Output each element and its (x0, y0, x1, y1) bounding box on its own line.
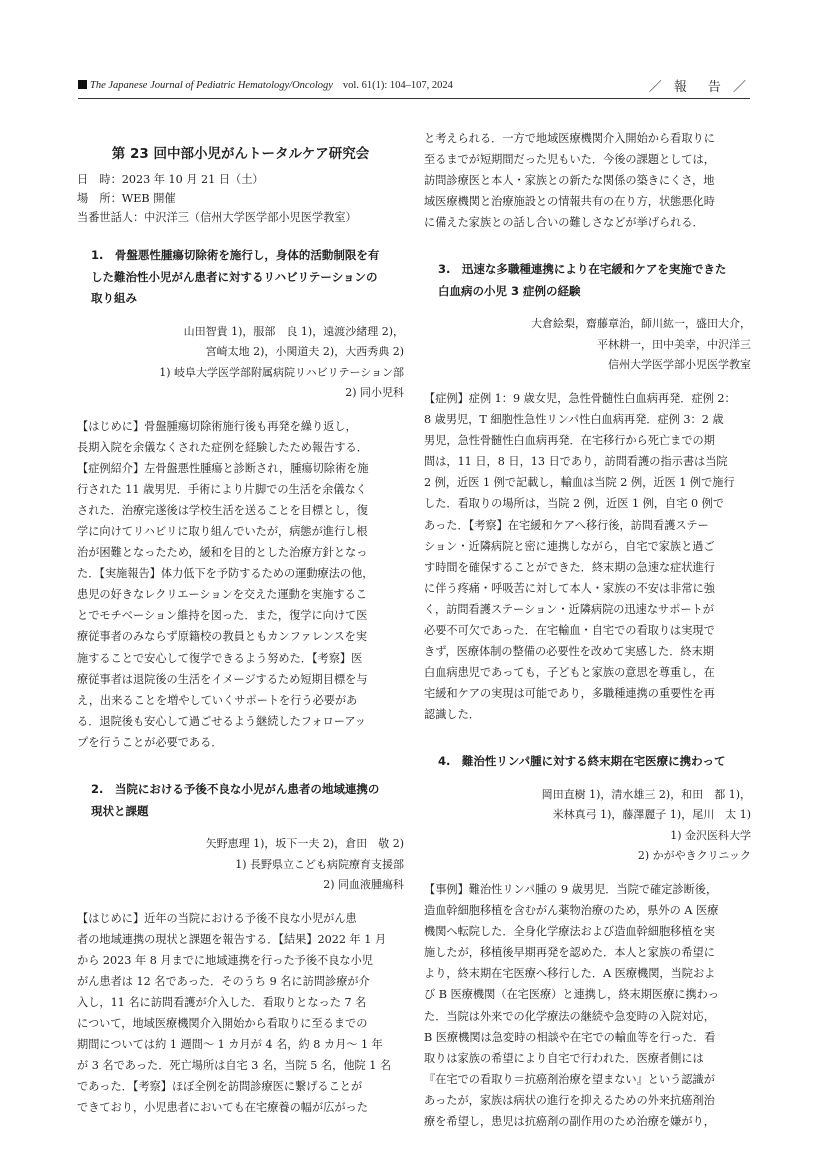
meeting-venue: 場 所：WEB 開催 (77, 192, 176, 205)
meeting-date: 日 時：2023 年 10 月 21 日（土） (77, 173, 264, 186)
section-3-body: 【症例】症例 1：9 歳女児，急性骨髄性白血病再発．症例 2： 8 歳男児，T 細胞性急性リンパ性白血病再発．症例 3：2 歳 男児，急性骨髄性白血病再発．在宅移行から死亡までの期 間は，11 日，8 日，13 日であり，訪問看護の指示書は当院 2 例，近医 1 例で記載し，輸血は当院 2 例，近医 1 例で施行 した．看取りの場所は，当院 2 例，近医 1 例，自宅 0 例で あった．【考察】在宅緩和ケアへ移行後，訪問看護ステー ション・近隣病院と密に連携しながら，自宅で家族と過ご す時間を確保することができた．終末期の急速な症状進行 に伴う疼痛・呼吸苦に対して本人・家族の不安は非常に強 く，訪問看護ステーション・近隣病院の迅速なサポートが 必要不可欠であった．在宅輸血・自宅での看取りは実現で きず，医療体制の整備の必要性を改めて実感した．終末期 白血病患児であっても，子どもと家族の意思を尊重し，在 宅緩和ケアの実現は可能であり，多職種連携の重要性を再 認識した． (424, 391, 736, 722)
section-4-authors: 岡田直樹 1)，清水雄三 2)，和田 都 1)， 米林真弓 1)，藤澤麗子 1)，尾川 太 1) (541, 787, 751, 822)
section-1-body: 【はじめに】骨盤腫瘍切除術施行後も再発を繰り返し， 長期入院を余儀なくされた症例を経験したため報告する． 【症例紹介】左骨盤悪性腫瘍と診断され，腫瘍切除術を施 行された 11 歳男児．手術により片脚での生活を余儀なく された．治療完遂後は学校生活を送ることを目標とし，復 学に向けてリハビリに取り組んでいたが，病態が進行し根 治が困難となったため，緩和を目的とした治療方針となっ た．【実施報告】体力低下を予防するための運動療法の他， 患児の好きなレクリエーションを交えた運動を実施するこ とでモチベーション維持を図った．また，復学に向けて医 療従事者のみならず原籍校の教員ともカンファレンスを実 施することで安心して復学できるよう努めた．【考察】医 療従事者は退院後の生活をイメージするため短期目標を与 え，出来ることを増やしていくサポートを行う必要があ る．退院後も安心して過ごせるよう継続したフォローアッ プを行うことが必要である． (77, 419, 374, 749)
section-4-body: 【事例】難治性リンパ腫の 9 歳男児．当院で確定診断後， 造血幹細胞移植を含むがん薬物治療のため，県外の A 医療 機関へ転院した．全身化学療法および造血幹細胞移植を実 施したが，移植後早期再発を認めた．本人と家族の希望に より，終末期在宅医療へ移行した．A 医療機関，当院およ び B 医療機関（在宅医療）と連携し，終末期医療に携わっ た．当院は外来での化学療法の継続や急変時の入院対応， B 医療機関は急変時の相談や在宅での輸血等を行った．看 取りは家族の希望により自宅で行われた．医療者側には 『在宅での看取り＝抗癌剤治療を望まない』という認識が あったが，家族は病状の進行を抑えるための外来抗癌剤治 療を希望し，患児は抗癌剤の副作用のため治療を嫌がり， (424, 882, 719, 1128)
journal-name: The Japanese Journal of Pediatric Hematology/Oncology (90, 80, 333, 91)
journal-citation (78, 79, 453, 91)
section-2-title: 2. 当院における予後不良な小児がん患者の地域連携の 現状と課題 (91, 782, 380, 818)
section-2-authors: 矢野恵理 1)，坂下一夫 2)，倉田 敬 2) (205, 837, 404, 850)
section-1-authors: 山田智貴 1)，服部 良 1)，遠渡沙緒理 2)， 宮崎太地 2)，小関道夫 2)，大西秀典 2) (183, 324, 404, 358)
section-3-affiliations: 信州大学医学部小児医学教室 (608, 358, 751, 372)
section-2-body: 【はじめに】近年の当院における予後不良な小児がん患 者の地域連携の現状と課題を報告する．【結果】2022 年 1 月 から 2023 年 8 月までに地域連携を行った予後不良な小児 がん患者は 12 名であった．そのうち 9 名に訪問診療が介 入し，11 名に訪問看護が介入した．看取りとなった 7 名 について，地域医療機関介入開始から看取りに至るまでの 期間については約 1 週間～ 1 カ月が 4 名，約 8 カ月～ 1 年 が 3 名であった．死亡場所は自宅 3 名，当院 5 名，他院 1 名 であった．【考察】ほぼ全例を訪問診療医に繋げることが できており，小児患者においても在宅療養の幅が広がった (77, 911, 392, 1115)
section-1-affiliations: 1) 岐阜大学医学部附属病院リハビリテーション部 2) 同小児科 (159, 365, 404, 399)
section-4-title: 4. 難治性リンパ腫に対する終末期在宅医療に携わって (438, 754, 726, 769)
section-1-title: 1. 骨盤悪性腫瘍切除術を施行し，身体的活動制限を有 した難治性小児がん患者に対するリハビリテーションの 取り組み (91, 248, 380, 305)
section-2-body-continued: と考えられる．一方で地域医療機関介入開始から看取りに 至るまでが短期間だった児もいた．今後の課題としては， 訪問診療医と本人・家族との新たな関係の築きにくさ，地 域医療機関と治療施設との情報共有の在り方，状態悪化時 に備えた家族との話し合いの難しさなどが挙げられる． (424, 132, 715, 230)
section-3-title: 3. 迅速な多職種連携により在宅緩和ケアを実施できた 白血病の小児 3 症例の経験 (438, 262, 727, 298)
volume-info: vol. 61(1): 104–107, 2024 (342, 80, 453, 91)
meeting-organizer: 当番世話人：中沢洋三（信州大学医学部小児医学教室） (77, 211, 357, 224)
section-label: ／ 報 告 ／ (648, 80, 750, 95)
meeting-title: 第 23 回中部小児がんトータルケア研究会 (111, 146, 370, 162)
running-header (78, 76, 750, 99)
right-column (424, 128, 751, 1132)
square-bullet-icon (78, 80, 87, 89)
section-2-affiliations: 1) 長野県立こども病院療育支援部 2) 同血液腫瘍科 (235, 857, 404, 891)
section-4-affiliations: 1) 金沢医科大学 2) かがやきクリニック (637, 828, 751, 863)
left-column (77, 128, 404, 1118)
section-3-authors: 大倉絵梨，齋藤章治，師川紘一，盛田大介， 平林耕一，田中美幸，中沢洋三 (531, 317, 751, 351)
meeting-info (77, 170, 404, 227)
